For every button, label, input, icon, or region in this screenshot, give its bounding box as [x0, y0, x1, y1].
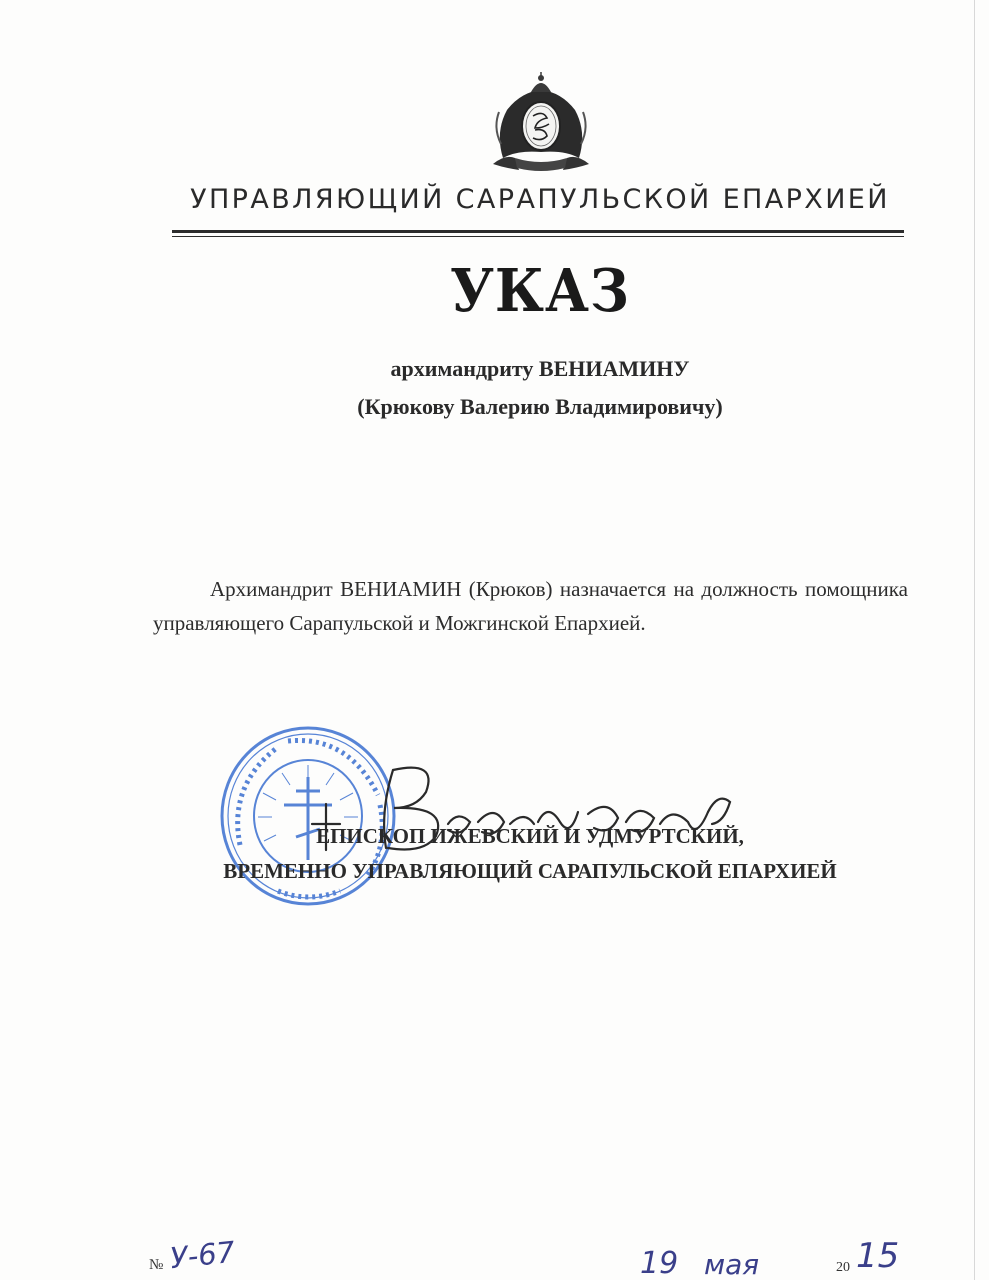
signatory-title-line1: ЕПИСКОП ИЖЕВСКИЙ И УДМУРТСКИЙ,: [316, 824, 744, 848]
addressee-rank-name: архимандриту ВЕНИАМИНУ: [390, 356, 690, 381]
signatory-title-line2: ВРЕМЕННО УПРАВЛЯЮЩИЙ САРАПУЛЬСКОЙ ЕПАРХИЕЙ: [223, 859, 837, 883]
monogram-crest-icon: [485, 72, 597, 174]
handwritten-number: У-67: [168, 1234, 237, 1276]
header-rule-thin: [172, 236, 904, 237]
addressee-secular-name: (Крюкову Валерию Владимировичу): [357, 394, 723, 419]
handwritten-date-month: мая: [704, 1248, 760, 1281]
header-rule-thick: [172, 230, 904, 233]
decree-body-text: Архимандрит ВЕНИАМИН (Крюков) назначается на должность помощника управляющего Сарапульской и Можгинской Епархией.: [153, 577, 908, 635]
printed-year-prefix: 20: [836, 1260, 850, 1275]
document-type-heading: УКАЗ: [450, 254, 630, 326]
number-label: №: [149, 1257, 164, 1273]
scan-edge-line: [974, 0, 975, 1280]
handwritten-date-day: 19: [640, 1246, 679, 1281]
handwritten-year-suffix: 15: [856, 1236, 900, 1276]
issuing-authority-title: УПРАВЛЯЮЩИЙ САРАПУЛЬСКОЙ ЕПАРХИЕЙ: [190, 184, 890, 215]
